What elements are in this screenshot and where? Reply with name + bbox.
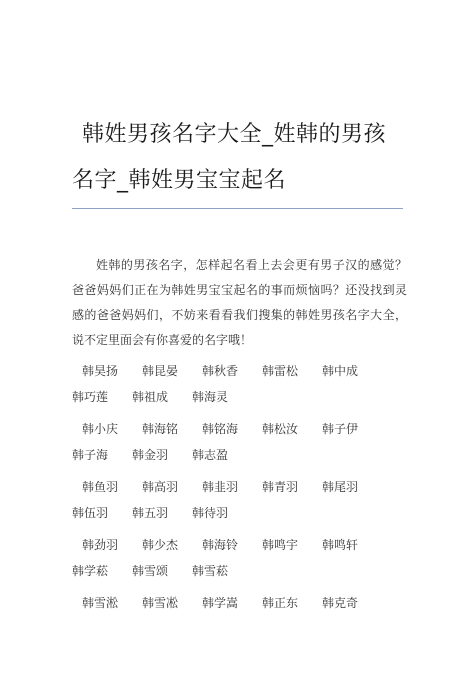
name-item: 韩雪淞 [82,596,119,610]
name-group [72,416,412,468]
name-item: 韩五羽 [132,506,169,520]
name-row [72,590,412,616]
name-item: 韩中成 [322,364,359,378]
name-item: 韩海灵 [192,390,229,404]
name-item: 韩祖成 [132,390,169,404]
name-row [72,558,412,584]
name-item: 韩鸣宇 [262,538,299,552]
name-item: 韩克奇 [322,596,359,610]
name-item: 韩青羽 [262,480,299,494]
name-row [72,500,412,526]
intro-paragraph: 姓韩的男孩名字，怎样起名看上去会更有男子汉的感觉？爸爸妈妈们正在为韩姓男宝宝起名的事而烦恼吗？还没找到灵感的爸爸妈妈们，不妨来看看我们搜集的韩姓男孩名字大全，说不定里面会有你喜爱的名字哦！ [72,258,407,347]
name-item: 韩子伊 [322,422,359,436]
name-row [72,416,412,442]
name-item: 韩松汝 [262,422,299,436]
name-group [72,532,412,584]
name-item: 韩巧莲 [72,390,109,404]
name-item: 韩高羽 [142,480,179,494]
name-item: 韩海铭 [142,422,179,436]
name-item: 韩昆晏 [142,364,179,378]
name-group [72,590,412,616]
title-line-2: 名字_韩姓男宝宝起名 [72,168,287,193]
name-row [72,532,412,558]
name-item: 韩志盈 [192,448,229,462]
name-item: 韩待羽 [192,506,229,520]
title-divider [72,208,403,209]
name-item: 韩少杰 [142,538,179,552]
name-item: 韩秋香 [202,364,239,378]
name-item: 韩雷松 [262,364,299,378]
name-item: 韩韭羽 [202,480,239,494]
name-item: 韩子海 [72,448,109,462]
name-row [72,442,412,468]
name-item: 韩海铃 [202,538,239,552]
page-title [72,112,417,204]
name-group [72,358,412,410]
name-item: 韩尾羽 [322,480,359,494]
name-item: 韩雪凇 [142,596,179,610]
name-item: 韩雪菘 [192,564,229,578]
name-item: 韩伍羽 [72,506,109,520]
name-row [72,474,412,500]
name-row [72,358,412,384]
name-item: 韩鱼羽 [82,480,119,494]
name-item: 韩雪颂 [132,564,169,578]
name-item: 韩鸣轩 [322,538,359,552]
name-item: 韩正东 [262,596,299,610]
name-item: 韩学菘 [72,564,109,578]
title-line-1: 韩姓男孩名字大全_姓韩的男孩 [82,122,387,147]
name-item: 韩学嵩 [202,596,239,610]
name-item: 韩昊扬 [82,364,119,378]
name-item: 韩小庆 [82,422,119,436]
name-row [72,384,412,410]
name-item: 韩铭海 [202,422,239,436]
name-item: 韩金羽 [132,448,169,462]
name-item: 韩劲羽 [82,538,119,552]
name-group [72,474,412,526]
